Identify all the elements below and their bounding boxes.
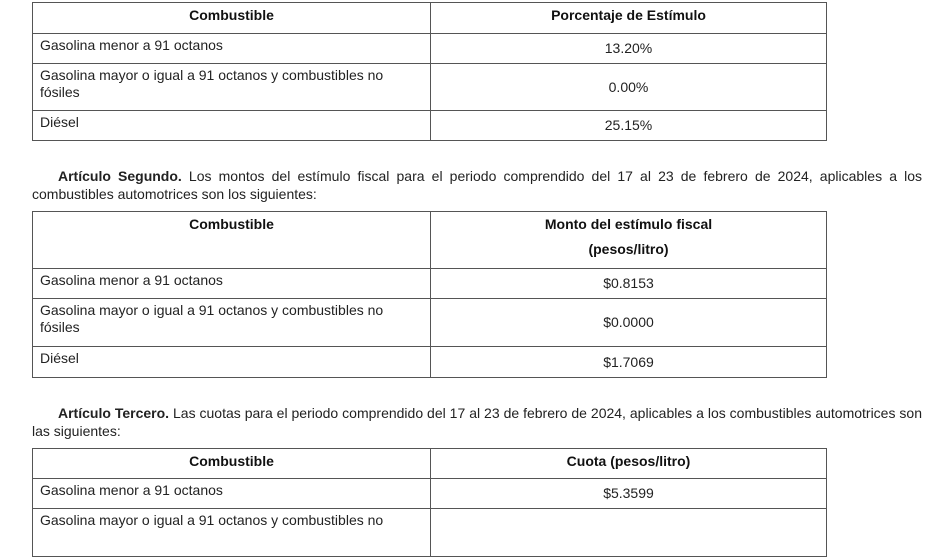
table-row (33, 34, 827, 64)
table-row (33, 64, 827, 111)
header-amount-line2: (pesos/litro) (588, 241, 669, 257)
header-combustible: Combustible (33, 449, 431, 479)
quota-table (32, 448, 827, 557)
table-row (33, 509, 827, 557)
fuel-name: Gasolina mayor o igual a 91 octanos y combustibles no (33, 509, 431, 557)
table-row (33, 479, 827, 509)
fuel-name: Gasolina mayor o igual a 91 octanos y combustibles no fósiles (33, 299, 431, 347)
fuel-value: $0.0000 (431, 299, 827, 347)
stimulus-amount-table (32, 211, 827, 378)
fuel-value: 25.15% (431, 111, 827, 141)
table-row (33, 299, 827, 347)
header-percentage: Porcentaje de Estímulo (431, 3, 827, 34)
fuel-name: Diésel (33, 347, 431, 378)
table-row (33, 111, 827, 141)
article-title: Artículo Tercero. (58, 405, 170, 421)
article-tercero (32, 404, 922, 440)
fuel-name: Gasolina mayor o igual a 91 octanos y combustibles no fósiles (33, 64, 431, 111)
header-amount (431, 212, 827, 269)
header-combustible: Combustible (33, 212, 431, 269)
article-title: Artículo Segundo. (58, 168, 182, 184)
fuel-value: $1.7069 (431, 347, 827, 378)
fuel-value: 0.00% (431, 64, 827, 111)
fuel-name: Diésel (33, 111, 431, 141)
article-text: Los montos del estímulo fiscal para el periodo comprendido del 17 al 23 de febrero de 2024, aplicables a los combustibles automotrices son los siguientes: (32, 168, 922, 202)
stimulus-percentage-table (32, 2, 827, 141)
fuel-name: Gasolina menor a 91 octanos (33, 479, 431, 509)
header-amount-line1: Monto del estímulo fiscal (544, 216, 713, 232)
header-combustible: Combustible (33, 3, 431, 34)
fuel-value (431, 509, 827, 557)
fuel-value: 13.20% (431, 34, 827, 64)
fuel-value: $5.3599 (431, 479, 827, 509)
fuel-value: $0.8153 (431, 269, 827, 299)
table-row (33, 347, 827, 378)
table-row (33, 269, 827, 299)
header-quota: Cuota (pesos/litro) (431, 449, 827, 479)
article-text: Las cuotas para el periodo comprendido del 17 al 23 de febrero de 2024, aplicables a los combustibles automotrices son las siguientes: (32, 405, 922, 439)
fuel-name: Gasolina menor a 91 octanos (33, 269, 431, 299)
fuel-name: Gasolina menor a 91 octanos (33, 34, 431, 64)
article-segundo (32, 167, 922, 203)
